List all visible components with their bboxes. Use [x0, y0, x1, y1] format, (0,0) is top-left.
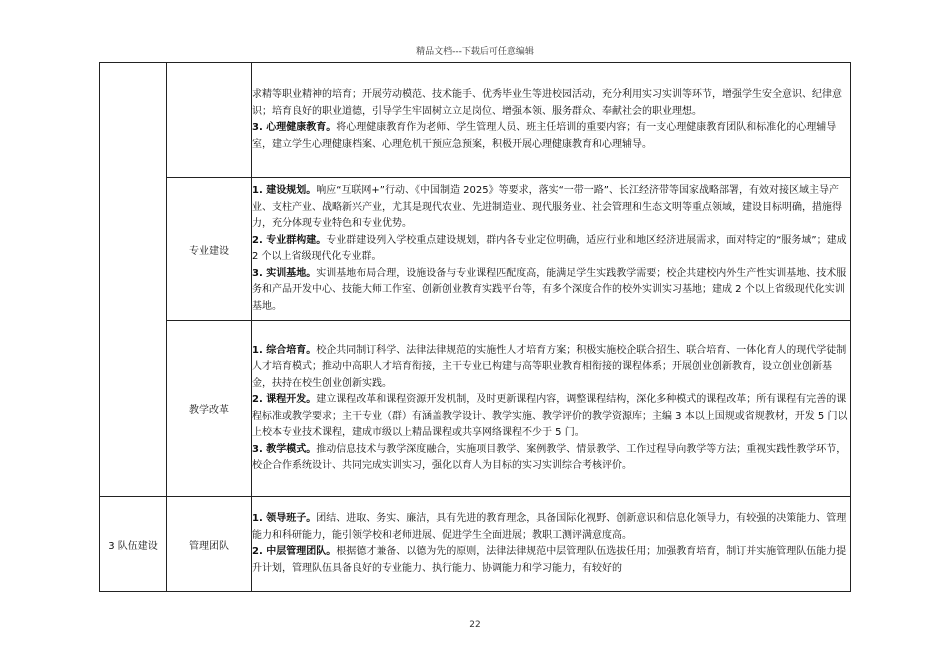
criteria-heading: 1. 综合培育。	[252, 344, 317, 356]
criteria-heading: 3. 教学模式。	[252, 443, 317, 455]
criteria-cell	[252, 63, 851, 178]
criteria-paragraph: 2. 中层管理团队。根据德才兼备、以德为先的原则，法律法律规范中层管理队伍选拔任用；加强教育培育，制订并实施管理队伍能力提升计划，管理队伍具备良好的专业能力、执行能力、协调能力和学习能力，有较好的	[252, 546, 847, 574]
criteria-paragraph: 求精等职业精神的培育；开展劳动模范、技术能手、优秀毕业生等进校园活动，充分利用实习实训等环节，增强学生安全意识、纪律意识；培育良好的职业道德，引导学生牢固树立立足岗位、增强本领、服务群众、奉献社会的职业理想。	[252, 89, 842, 117]
criteria-heading: 2. 中层管理团队。	[252, 546, 337, 557]
criteria-paragraph: 3. 实训基地。实训基地布局合理，设施设备与专业课程匹配度高，能满足学生实践教学需要；校企共建校内外生产性实训基地、技术服务和产品开发中心、技能大师工作室、创新创业教育实践平台等，有多个深度合作的校外实训实习基地；建成 2 个以上省级现代化实训基地。	[252, 267, 847, 312]
criteria-paragraph: 2. 专业群构建。专业群建设列入学校重点建设规划，群内各专业定位明确，适应行业和地区经济进展需求，面对特定的“服务域”；建成 2 个以上省级现代化专业群。	[252, 234, 847, 262]
table-row	[100, 497, 851, 592]
criteria-heading: 2. 课程开发。	[252, 394, 317, 405]
page-header: 精品文档---下载后可任意编辑	[416, 47, 534, 57]
criteria-heading: 1. 领导班子。	[252, 513, 317, 524]
subcategory-label: 专业建设	[167, 178, 252, 321]
subcategory-label: 教学改革	[167, 321, 252, 497]
criteria-cell	[252, 497, 851, 592]
criteria-paragraph: 1. 综合培育。校企共同制订科学、法律法律规范的实施性人才培育方案；积极实施校企联合招生、联合培育、一体化育人的现代学徒制人才培育模式；推动中高职人才培育衔接，主干专业已构建与高等职业教育相衔接的课程体系；开展创业创新教育，设立创业创新基金，扶持在校生创业创新实践。	[252, 344, 847, 389]
criteria-heading: 3. 实训基地。	[252, 267, 317, 279]
table-row	[100, 178, 851, 321]
subcategory-label: 管理团队	[167, 497, 252, 592]
criteria-paragraph: 2. 课程开发。建立课程改革和课程资源开发机制，及时更新课程内容，调整课程结构，深化多种模式的课程改革；所有课程有完善的课程标准或教学要求；主干专业（群）有涵盖教学设计、教学实施、教学评价的教学资源库；主编 3 本以上国规或省规教材，开发 5 门以上校本专业技术课程，建成市级以上精品课程或共享网络课程不少于 5 门。	[252, 394, 848, 438]
table-row	[100, 321, 851, 497]
page-number: 22	[469, 620, 481, 630]
subcategory-cell	[167, 63, 252, 178]
criteria-cell	[252, 178, 851, 321]
category-label: 3 队伍建设	[100, 497, 167, 592]
criteria-cell	[252, 321, 851, 497]
criteria-paragraph: 3. 心理健康教育。将心理健康教育作为老师、学生管理人员、班主任培训的重要内容；有一支心理健康教育团队和标准化的心理辅导室，建立学生心理健康档案、心理危机干预应急预案，积极开展心理健康教育和心理辅导。	[252, 122, 837, 150]
criteria-paragraph: 1. 领导班子。团结、进取、务实、廉洁，具有先进的教育理念，具备国际化视野、创新意识和信息化领导力，有较强的决策能力、管理能力和科研能力，能引领学校和老师进展、促进学生全面进展；教职工测评满意度高。	[252, 513, 847, 541]
criteria-heading: 2. 专业群构建。	[252, 234, 327, 246]
criteria-heading: 3. 心理健康教育。	[252, 122, 337, 133]
criteria-paragraph: 1. 建设规划。响应“互联网+”行动、《中国制造 2025》等要求，落实“一带一路”、长江经济带等国家战略部署，有效对接区域主导产业、支柱产业、战略新兴产业，尤其是现代农业、先进制造业、现代服务业、社会管理和生态文明等重点领域，建设目标明确，措施得力，充分体现专业特色和专业优势。	[252, 185, 842, 229]
criteria-table	[99, 62, 851, 592]
category-cell	[100, 63, 167, 497]
criteria-paragraph: 3. 教学模式。推动信息技术与教学深度融合，实施项目教学、案例教学、情景教学、工作过程导向教学等方法；重视实践性教学环节，校企合作系统设计、共同完成实训实习，强化以育人为目标的实习实训综合考核评价。	[252, 443, 847, 471]
criteria-heading: 1. 建设规划。	[252, 185, 317, 196]
table-row	[100, 63, 851, 178]
